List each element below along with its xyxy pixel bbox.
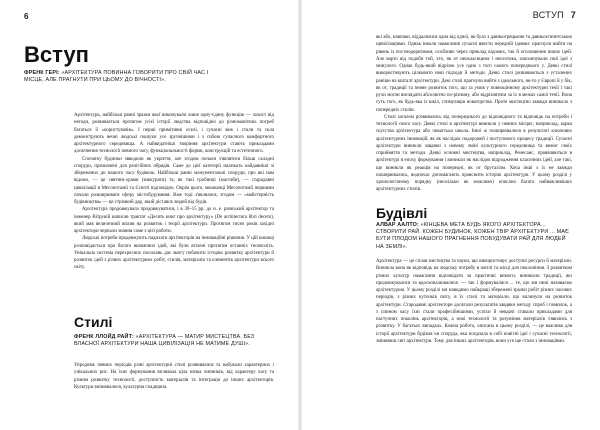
styles-quote-author: ФРЕНК ЛЛОЙД РАЙТ:	[74, 334, 134, 340]
styles-paragraph: Упродовж певних періодів різні архітектурні стилі розвивалися та набували характерних і унікальних рис. На їхнє формування впливала ціла низка чинників, від характеру часу та різним розвитку технології, доступність матеріалів та інтеграція до інших архітекторів. Культури змінювалися, культурна спадщина.	[74, 363, 274, 390]
buildings-quote	[376, 222, 572, 251]
buildings-quote-text: «КІНЦЕВА МЕТА БУДЬ ЯКОГО АРХІТЕКТОРА... СТВОРИТИ РАЙ. КОЖЕН БУДИНОК, КОЖЕН ТВІР АРХІТЕКТУРИ ... МАЄ БУТИ ПЛОДОМ НАШОГО ПРАГНЕННЯ ПОБУДУВАТИ РАЙ ДЛЯ ЛЮДЕЙ НА ЗЕМЛІ».	[376, 222, 570, 250]
buildings-body	[376, 258, 572, 345]
running-header-title: ВСТУП	[532, 10, 564, 20]
page-number-right: 7	[570, 10, 576, 20]
right-page	[300, 0, 600, 430]
styles-continued-paragraph: які або, навпаки, віддалялися одна від одної, як було з давньогрецькою та давньоєгипетською цивілізаціями. Однак інколи намагання сучасні ввести передній ідеями: прагнули вийти на рівень із постмодернізмом, особливо через приклад відомих, так й оголошення інших ідей. Але варто від подоби той, хто, як от неокласицизм і неоготика, запозичували свої ідеї з минулого. Однак будь-який відрізок усе одно з того самого попереднього у. Деякі стилі використовують цілковито нові підходи й методи. Деякі стилі розвиваються з усталених раніше на кшталт архітектури. Декі стилі прагнули вийти з ідеального, як-то у Європі й у бік, як от, традиції та певне розвиток того, що за умов у повноцінному архітектурні течії і такі рухи могли виглядати абсолютно по-різному, або відрізнятися за їх в межах самої течії. Вона суть того, як будь-яка із шкіл, стимуляція новаторства. Проте мистецтво завжди виникало з попередніх стилів.	[376, 35, 572, 113]
running-header	[533, 10, 576, 20]
styles-quote	[74, 334, 274, 348]
buildings-heading: Будівлі	[376, 205, 428, 221]
intro-quote-author: ФРЕНК ГЕРІ:	[24, 70, 60, 76]
styles-body	[74, 362, 274, 391]
intro-paragraph: Архітектура продовжувала продовжуватися, і в 30–15 рр. до н. е. римський архітектор та інженер Вітрувій написав трактат «Десять книг про архітектуру» (De architectura libri decem), який мав величезний вплив на розвиток і теорії архітектури. Протягом тисяч років західні архітектори черпали знання саме з цієї роботи.	[74, 207, 274, 234]
buildings-paragraph: Архітектура — це сплав мистецтва та науки, що використовує доступні ресурси й матеріали. Виникла вона як відповідь на людську потребу в житлі та місці для поклоніння. З розвитком різних культур намагання відповідати за практичні вимоги, виникали традиції, які продовжувалися та вдосконалювалися. — так і формувалися ... те, що ми нині називаємо архітектурою. У цьому розділі ми наводимо найкращі збережені зразки робіт різних часових періодів, з різних куточків світу, в їх стилі та матеріали, що вплинули на розвиток архітектури. Стародавні архітектори досягали результатів завдяки методу спроб і помилок, а з плином часу їхні стали професійнішими, успіхи й невдачі ставали прикладами для наступних поколінь архітекторів, а нові технології та розуміння матеріалів з'явились з розвитку. У багатьох випадках. Кожна робота, описана в цьому розділі, — це важлива для історії архітектури будівля чи споруда, яка поєднала в собі новітні ідеї і сучасні технології, змінивши світ архітектури. Тому для інших архітекторів, вони усе ще стали з інноваціями.	[376, 259, 572, 344]
styles-continued-paragraph: Стилі загалом розвивались від попереднього до відповідного та відповідь на потреби і технології свого часу. Деякі стилі в архітектурі виникли у певних місцях, наприклад, карка скусства архітектура або чикагська школа. Інші ж поширювалися в результаті ключових архітектурних інновацій, як як наслідок подорожей і поступового процесу традиції. Сучасні архітектури виникли завдяки з новому зміні культурного середовища та вимог своїх сприйняття та методи. Деякі основні мистецтва, наприклад, Ренесанс, проявляються в архітектурі в епоху формування і виникли як наслідок відродження класичних ідей, але такі, що виникли як реакція на попередні, як от бруталізм. Хоча інші з їх не завжди поширювались, водночас допомагають прояснити історію архітектури. У цьому розділі у хронологічному порядку (нескільки як можливо) описано багато найважливіших архітектурних стилів.	[376, 114, 572, 193]
intro-paragraph: Людські потреби продовжують надихати архітекторів на інноваційні рішення. У цій книжці розповідається про багато визначних ідей, які були втілені протягом останніх тисячоліть. Унікальна система перехресних посилань дає змогу побачити історію розвитку архітектури й розвиток ідей з різних архітектурних робіт, стилів, матеріалів та елементів архітектури всього світу.	[74, 236, 274, 271]
styles-heading: Стилі	[74, 314, 113, 330]
styles-quote-text: «АРХІТЕКТУРА — МАТИР МИСТЕЦТВА. БЕЗ ВЛАСНОЇ АРХІТЕКТУРИ НАША ЦИВІЛІЗАЦІЯ НЕ МАТИМЕ ДУШІ».	[74, 334, 255, 348]
page-number-left: 6	[24, 12, 29, 21]
buildings-quote-author: АЛВАР ААЛТО:	[376, 222, 419, 228]
intro-heading: Вступ	[24, 42, 89, 67]
intro-paragraph: Архітектура, найбільш ранні зразки якої виконували лише одну-єдину функцію — захист від негоди, розвивається протягом усієї історії людства відповідно до різноманітних потреб багатьох її «користувачів». І перші примітивні оселі, і сучасні веж і стали та скла демонструють вечні людські пошуки усе зручнішими і з собою сучасного комфортного архітектурного середовища. А найвидатніші творіння архітектури стають прикладами досягнення технології певного часу, функціональності форми, конструкцій та естетичного.	[74, 113, 274, 155]
intro-paragraph: Спочатку будинки звводили як укриття, але згодом почали з'являтися більш складні споруди, призначені для релігійних обрядів. Саме до цієї категорії належать найдавніші зі збережених до нашого часу будівель. Найбільш ранні монументальні споруди, про які нам відомо, — це святині-храми (зиккурати) та, як такі гробниці (мастаби), — стародавні цивілізації в Месопотамії та Єгипті відповідно. Окрім цього, мешканці Месопотамії першими почали розширювати сферу містобудування. Вже тоді з'являлися, згодом — «майстерність будівництва» — це стрімкий дар, який дістався людей від будів.	[74, 156, 274, 205]
intro-quote-text: «АРХІТЕКТУРА ПОВИННА ГОВОРИТИ ПРО СВІЙ ЧАС І МІСЦЕ, АЛЕ ПРАГНУТИ ПРИ ЦЬОМУ ДО ВІЧНОСТІ».	[24, 70, 209, 84]
intro-body	[74, 112, 274, 272]
intro-quote	[24, 70, 229, 84]
styles-continued-body	[376, 34, 572, 194]
